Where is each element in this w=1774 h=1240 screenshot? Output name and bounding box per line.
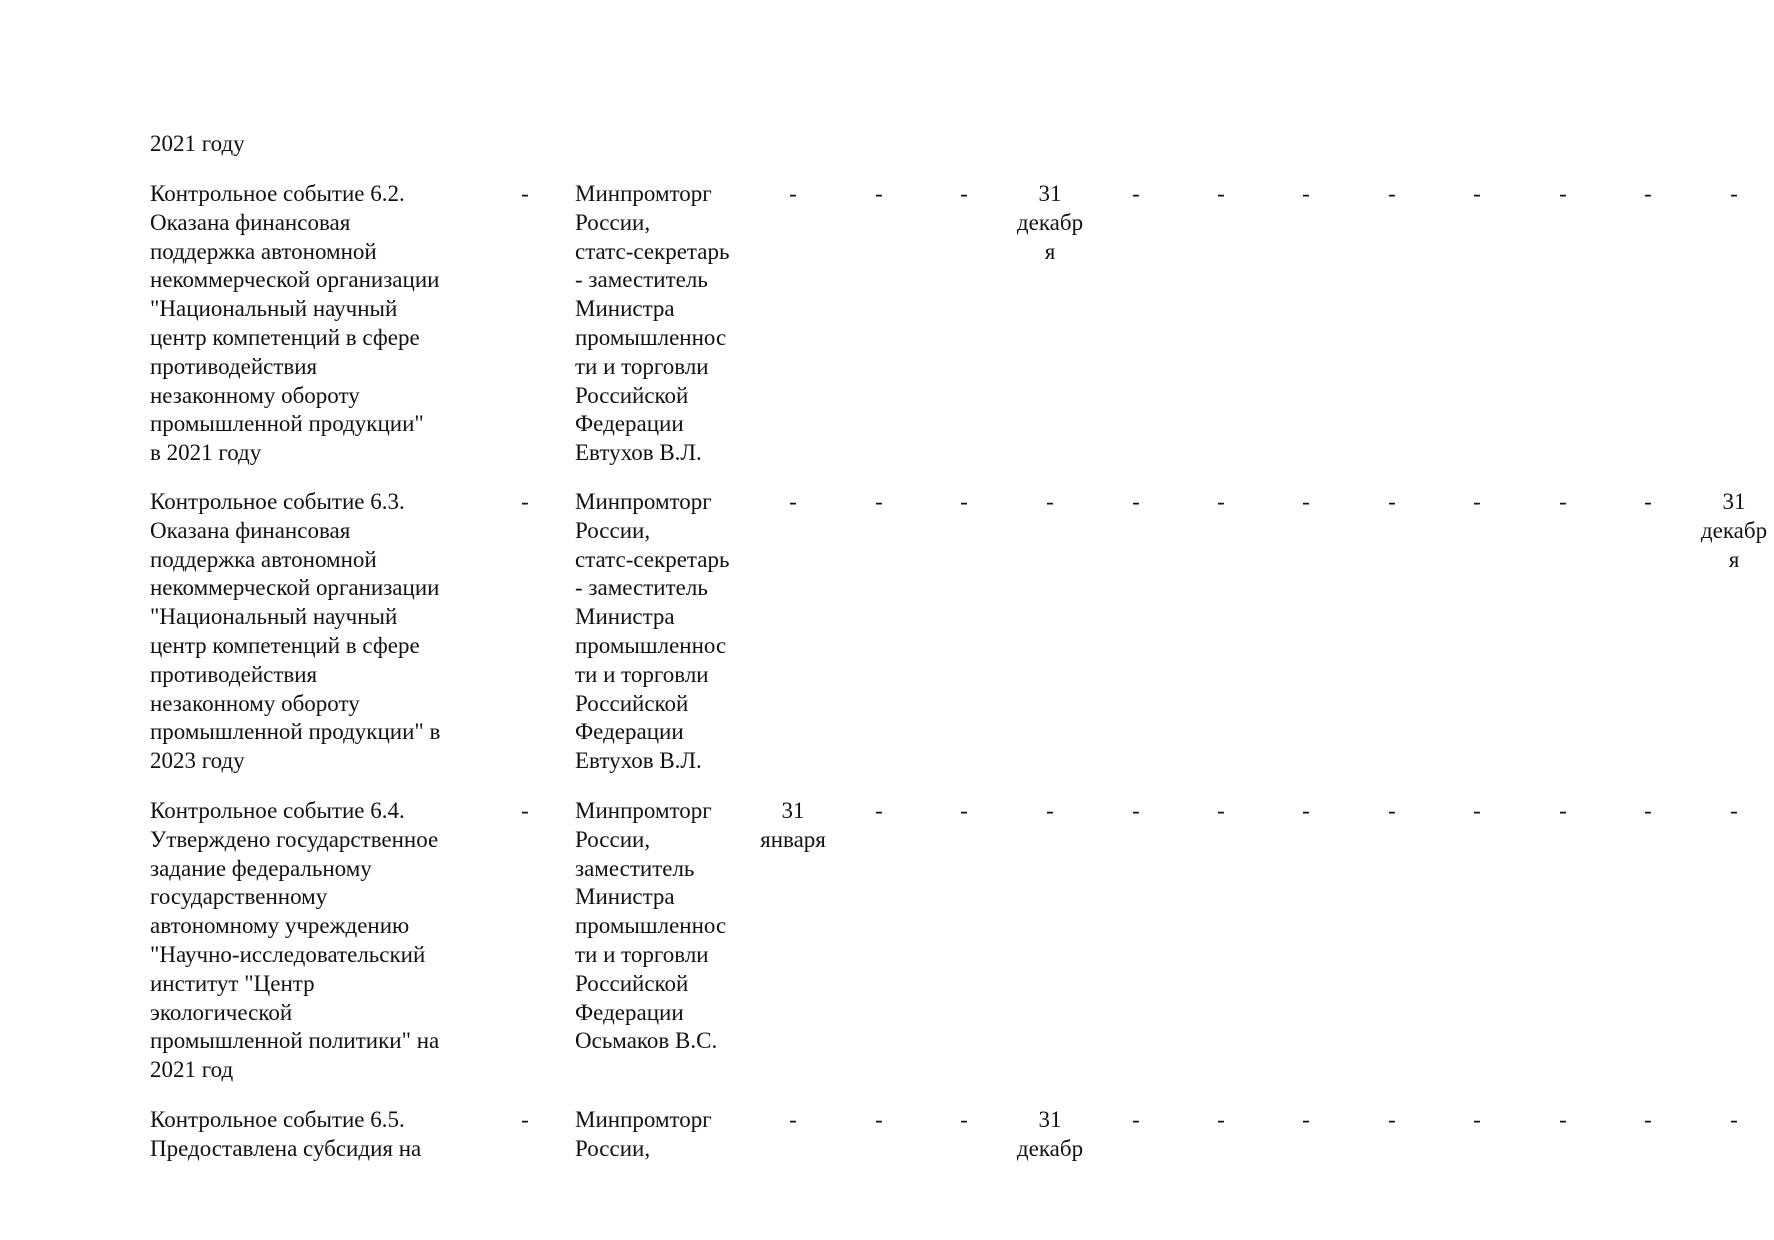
date-cell-text: - (1644, 181, 1652, 206)
event-marker: - (521, 1107, 529, 1132)
date-cell-text: - (1217, 1107, 1225, 1132)
event-description: Контрольное событие 6.4. Утверждено государственное задание федеральному государственному автономному учреждению "Научно-исследовательский институт "Центр экологической промышленной политики" на 2021 год (150, 798, 440, 1083)
date-cell-text: - (1132, 181, 1140, 206)
date-cell-text: - (960, 798, 968, 823)
date-cell (1608, 488, 1688, 517)
date-cell (1010, 797, 1090, 826)
date-cell-text: - (1217, 489, 1225, 514)
date-cell-text: - (960, 181, 968, 206)
date-cell-text: - (1046, 489, 1054, 514)
date-cell-text: - (875, 798, 883, 823)
date-cell (1181, 797, 1261, 826)
date-cell (839, 488, 919, 517)
date-cell-text: - (1302, 489, 1310, 514)
date-cell (924, 1106, 1004, 1135)
date-cell-text: - (1730, 798, 1738, 823)
date-cell-text: 31 (1038, 1107, 1062, 1132)
responsible-executor: Минпромторг России, заместитель Министра промышленнос ти и торговли Российской Федерации Осьмаков В.С. (575, 798, 727, 1054)
date-cell-text: - (1730, 181, 1738, 206)
date-cell-text: декабр (1016, 1135, 1084, 1161)
date-cell (1352, 797, 1432, 826)
event-description: Контрольное событие 6.2. Оказана финансовая поддержка автономной некоммерческой организации "Национальный научный центр компетенций в сфере противодействия незаконному обороту промышленной продукции" в 2021 году (150, 181, 440, 466)
date-cell-text: - (1046, 798, 1054, 823)
date-cell (1266, 180, 1346, 209)
date-cell-text: 31 (1038, 181, 1062, 206)
date-cell-text: - (1473, 181, 1481, 206)
date-cell-text: - (1132, 1107, 1140, 1132)
date-cell (1608, 797, 1688, 826)
date-cell (1608, 1106, 1688, 1135)
date-cell-text: - (1473, 1107, 1481, 1132)
date-cell (1096, 1106, 1176, 1135)
date-cell-text: - (875, 489, 883, 514)
date-cell-text: - (875, 1107, 883, 1132)
date-cell (1694, 797, 1774, 826)
date-cell (1352, 180, 1432, 209)
date-cell-text: - (1302, 1107, 1310, 1132)
date-cell (1437, 180, 1517, 209)
date-cell-text: - (1302, 181, 1310, 206)
date-cell (1181, 488, 1261, 517)
date-cell (1694, 1106, 1774, 1135)
responsible-executor: Минпромторг России, статс-секретарь - заместитель Министра промышленнос ти и торговли Российской Федерации Евтухов В.Л. (575, 181, 730, 466)
date-cell-text: - (1388, 181, 1396, 206)
date-cell (1352, 1106, 1432, 1135)
date-cell-text: - (1473, 489, 1481, 514)
date-cell (753, 1106, 833, 1135)
date-cell-text: - (960, 489, 968, 514)
date-cell-text: - (789, 489, 797, 514)
date-cell-text: - (789, 1107, 797, 1132)
date-cell (1096, 180, 1176, 209)
date-cell (1437, 488, 1517, 517)
date-cell (1608, 180, 1688, 209)
date-cell-text: - (1132, 489, 1140, 514)
date-cell (1266, 797, 1346, 826)
event-marker: - (521, 489, 529, 514)
date-cell (1181, 1106, 1261, 1135)
responsible-executor: Минпромторг России, статс-секретарь - заместитель Министра промышленнос ти и торговли Российской Федерации Евтухов В.Л. (575, 489, 730, 774)
date-cell (1352, 488, 1432, 517)
date-cell-text: - (1217, 798, 1225, 823)
date-cell (924, 488, 1004, 517)
date-cell-text: - (1644, 1107, 1652, 1132)
date-cell (753, 180, 833, 209)
date-cell-text: - (960, 1107, 968, 1132)
event-description: Контрольное событие 6.3. Оказана финансовая поддержка автономной некоммерческой организации "Национальный научный центр компетенций в сфере противодействия незаконному обороту промышленной продукции" в 2023 году (150, 489, 441, 774)
date-cell (1010, 488, 1090, 517)
date-cell-text: - (1644, 489, 1652, 514)
date-cell-text: - (1388, 489, 1396, 514)
date-cell-text: - (1730, 1107, 1738, 1132)
date-cell (1266, 1106, 1346, 1135)
date-cell-text: - (1559, 181, 1567, 206)
date-cell-text: - (1132, 798, 1140, 823)
date-cell-text: - (1302, 798, 1310, 823)
date-cell (1010, 180, 1090, 266)
date-cell-text: - (1559, 798, 1567, 823)
date-cell (924, 180, 1004, 209)
date-cell (1010, 1106, 1090, 1164)
date-cell-text: - (1559, 1107, 1567, 1132)
date-cell (1181, 180, 1261, 209)
date-cell (1523, 1106, 1603, 1135)
date-cell (839, 797, 919, 826)
date-cell-text: - (789, 181, 797, 206)
date-cell-text: я (1044, 238, 1056, 264)
date-cell-text: декабр (1016, 209, 1084, 235)
date-cell (1694, 180, 1774, 209)
date-cell-text: - (1388, 1107, 1396, 1132)
date-cell-text: - (1388, 798, 1396, 823)
date-cell (753, 488, 833, 517)
date-cell (1266, 488, 1346, 517)
date-cell (753, 797, 833, 855)
date-cell-text: - (1644, 798, 1652, 823)
continuation-text: 2021 году (150, 131, 245, 156)
event-marker: - (521, 181, 529, 206)
date-cell (1096, 488, 1176, 517)
date-cell-text: - (1559, 489, 1567, 514)
event-marker: - (521, 798, 529, 823)
date-cell-text: я (1728, 546, 1740, 572)
date-cell (924, 797, 1004, 826)
date-cell (839, 1106, 919, 1135)
date-cell-text: 31 (1722, 489, 1746, 514)
date-cell-text: - (1473, 798, 1481, 823)
date-cell (1523, 488, 1603, 517)
date-cell (1437, 797, 1517, 826)
date-cell (1437, 1106, 1517, 1135)
date-cell-text: 31 (781, 798, 805, 823)
date-cell (1523, 797, 1603, 826)
date-cell-text: декабр (1700, 517, 1768, 543)
date-cell (1694, 488, 1774, 574)
responsible-executor: Минпромторг России, (575, 1107, 712, 1161)
event-description: Контрольное событие 6.5. Предоставлена субсидия на (150, 1107, 422, 1161)
date-cell (839, 180, 919, 209)
date-cell (1096, 797, 1176, 826)
date-cell-text: - (875, 181, 883, 206)
date-cell (1523, 180, 1603, 209)
date-cell-text: января (760, 826, 826, 852)
date-cell-text: - (1217, 181, 1225, 206)
